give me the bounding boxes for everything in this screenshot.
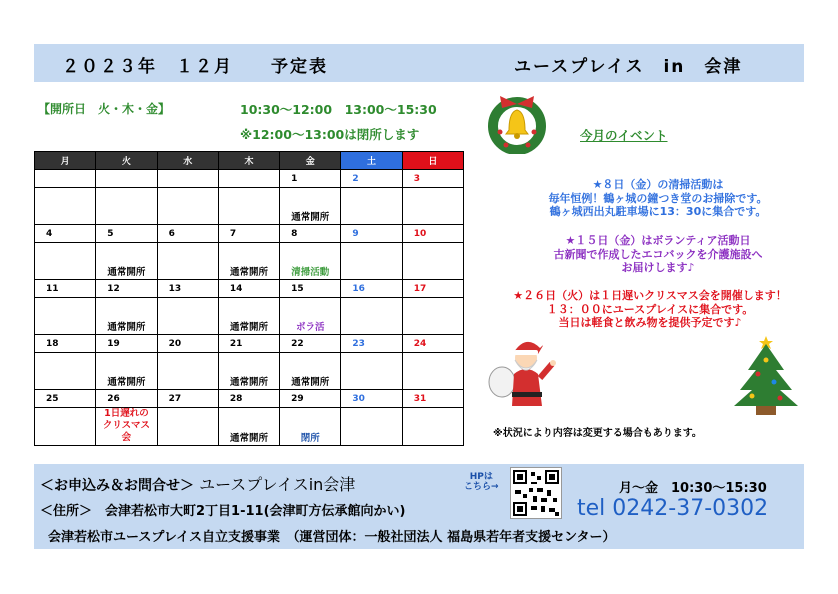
closed-hours-note: ※12:00～13:00は閉所します — [240, 127, 420, 142]
page-header — [34, 44, 804, 82]
calendar-date: 27 — [157, 390, 218, 408]
christmas-tree-icon — [728, 330, 804, 416]
calendar-date: 4 — [35, 225, 96, 243]
organization-info: 会津若松市ユースプレイス自立支援事業 （運営団体：一般社団法人 福島県若年者支援センター） — [48, 530, 616, 545]
calendar-date: 12 — [96, 280, 157, 298]
calendar-event — [402, 243, 463, 280]
calendar-header-row — [35, 152, 464, 170]
weekday-header: 木 — [218, 152, 279, 170]
calendar-date: 25 — [35, 390, 96, 408]
weekday-header: 月 — [35, 152, 96, 170]
calendar-event — [341, 298, 402, 335]
calendar-event: 通常開所 — [218, 243, 279, 280]
calendar-event — [341, 353, 402, 390]
contact-line — [40, 472, 355, 495]
calendar-date — [96, 170, 157, 188]
calendar-event-row — [35, 188, 464, 225]
calendar-date: 28 — [218, 390, 279, 408]
open-days: 【開所日 火・木・金】 — [38, 102, 171, 116]
calendar-event — [35, 243, 96, 280]
calendar-event-row — [35, 243, 464, 280]
calendar-date: 31 — [402, 390, 463, 408]
weekday-header: 火 — [96, 152, 157, 170]
calendar-date: 24 — [402, 335, 463, 353]
calendar-event: 通常開所 — [218, 353, 279, 390]
calendar-event — [35, 408, 96, 446]
weekday-header-saturday: 土 — [341, 152, 402, 170]
calendar-event — [341, 188, 402, 225]
calendar-event — [402, 408, 463, 446]
santa-claus-icon — [486, 334, 560, 410]
calendar-date: 29 — [280, 390, 341, 408]
calendar-date: 23 — [341, 335, 402, 353]
calendar-event — [402, 353, 463, 390]
calendar-date-row — [35, 335, 464, 353]
organization-title: ユースプレイス in 会津 — [514, 57, 743, 77]
calendar-event — [341, 408, 402, 446]
calendar-event: ボラ活 — [280, 298, 341, 335]
calendar-table — [34, 151, 464, 446]
calendar-date: 1 — [280, 170, 341, 188]
contact-name: ユースプレイスin会津 — [199, 475, 356, 494]
page-title: ２０２３年 １２月 予定表 — [62, 57, 328, 77]
calendar-date: 13 — [157, 280, 218, 298]
calendar-date: 6 — [157, 225, 218, 243]
christmas-wreath-icon — [482, 92, 552, 154]
calendar-date-row — [35, 280, 464, 298]
calendar-event: 通常開所 — [96, 353, 157, 390]
address: ＜住所＞ 会津若松市大町2丁目1-11(会津町方伝承館向かい) — [40, 504, 406, 519]
weekday-header-sunday: 日 — [402, 152, 463, 170]
calendar-event: 1日遅れのクリスマス会 — [96, 408, 157, 446]
events-title: 今月のイベント — [580, 128, 668, 143]
calendar-event — [157, 243, 218, 280]
calendar-event: 閉所 — [280, 408, 341, 446]
event-volunteer: ★１５日（金）はボランティア活動日 古新聞で作成したエコバックを介護施設へ お届けします♪ — [553, 234, 763, 274]
calendar-date — [218, 170, 279, 188]
calendar-event: 通常開所 — [96, 243, 157, 280]
contact-footer — [34, 464, 804, 549]
calendar-date: 19 — [96, 335, 157, 353]
contact-hours: 月～金 10:30～15:30 — [619, 481, 767, 496]
calendar-date: 11 — [35, 280, 96, 298]
calendar-date: 20 — [157, 335, 218, 353]
calendar-date: 2 — [341, 170, 402, 188]
calendar-date: 26 — [96, 390, 157, 408]
calendar-event — [402, 188, 463, 225]
calendar-date: 21 — [218, 335, 279, 353]
calendar-date: 16 — [341, 280, 402, 298]
calendar-event: 通常開所 — [280, 188, 341, 225]
calendar-event-row — [35, 353, 464, 390]
calendar-date-row — [35, 225, 464, 243]
calendar-date: 5 — [96, 225, 157, 243]
calendar-date: 18 — [35, 335, 96, 353]
calendar-date: 22 — [280, 335, 341, 353]
calendar-date: 30 — [341, 390, 402, 408]
calendar-date: 17 — [402, 280, 463, 298]
calendar-event — [341, 243, 402, 280]
calendar-event: 通常開所 — [218, 298, 279, 335]
calendar-event — [157, 298, 218, 335]
calendar-event — [402, 298, 463, 335]
calendar-event: 通常開所 — [280, 353, 341, 390]
calendar-event — [157, 353, 218, 390]
event-cleaning: ★８日（金）の清掃活動は 毎年恒例！鶴ヶ城の鐘つき堂のお掃除です。 鶴ヶ城西出丸駐車場に13：30に集合です。 — [548, 178, 768, 218]
calendar-date: 8 — [280, 225, 341, 243]
calendar-event — [157, 408, 218, 446]
calendar-date: 14 — [218, 280, 279, 298]
calendar-date-row — [35, 170, 464, 188]
weekday-header: 金 — [280, 152, 341, 170]
calendar-event — [35, 188, 96, 225]
calendar-event: 通常開所 — [218, 408, 279, 446]
calendar-date-row — [35, 390, 464, 408]
event-christmas-party: ★２６日（火）は１日遅いクリスマス会を開催します！ １３：００にユースプレイスに集合です。 当日は軽食と飲み物を提供予定です♪ — [513, 289, 787, 329]
calendar-event — [157, 188, 218, 225]
calendar-event: 通常開所 — [96, 298, 157, 335]
calendar-event — [35, 298, 96, 335]
qr-code-icon[interactable] — [510, 467, 562, 519]
calendar-event — [35, 353, 96, 390]
calendar-date: 15 — [280, 280, 341, 298]
homepage-pointer: HPは こちら→ — [464, 472, 499, 492]
calendar-date — [157, 170, 218, 188]
calendar-date: 10 — [402, 225, 463, 243]
phone-number[interactable]: tel 0242-37-0302 — [577, 496, 769, 521]
calendar-event-row — [35, 298, 464, 335]
calendar-date — [35, 170, 96, 188]
calendar-event — [96, 188, 157, 225]
calendar-date: 9 — [341, 225, 402, 243]
calendar-date: 3 — [402, 170, 463, 188]
contact-label: ＜お申込み＆お問合せ＞ — [40, 478, 194, 494]
calendar-date: 7 — [218, 225, 279, 243]
calendar-event-row — [35, 408, 464, 446]
weekday-header: 水 — [157, 152, 218, 170]
change-notice: ※状況により内容は変更する場合もあります。 — [493, 428, 702, 439]
opening-hours: 10:30～12:00 13:00～15:30 — [240, 102, 437, 117]
calendar-event — [218, 188, 279, 225]
calendar-event: 清掃活動 — [280, 243, 341, 280]
